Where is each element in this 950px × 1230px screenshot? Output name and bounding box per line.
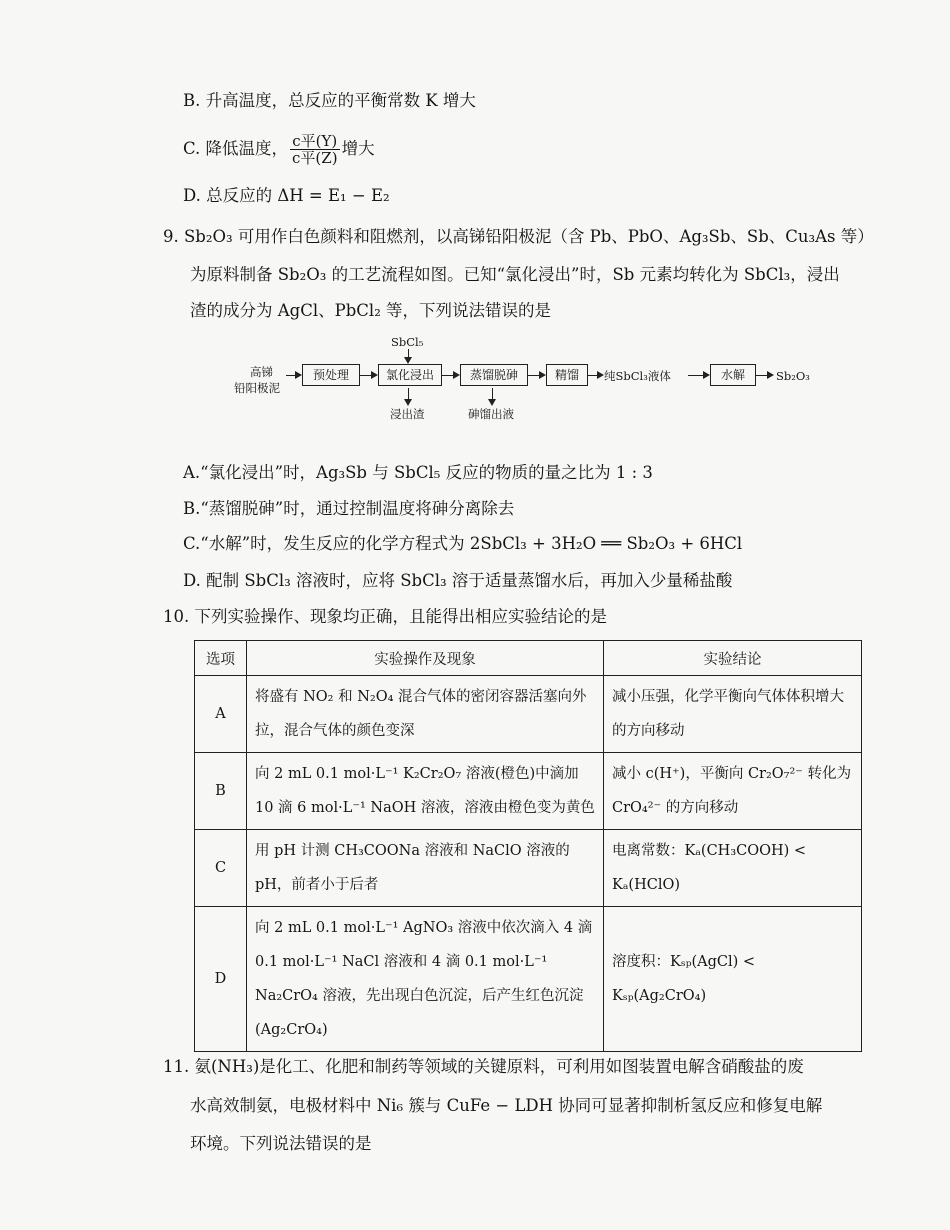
q9-option-d: D. 配制 SbCl₃ 溶液时，应将 SbCl₃ 溶于适量蒸馏水后，再加入少量稀盐酸 <box>183 571 733 590</box>
table-row <box>195 907 862 1052</box>
q8-option-c-fraction <box>290 133 340 166</box>
q9-stem-line2: 为原料制备 Sb₂O₃ 的工艺流程如图。已知“氯化浸出”时，Sb 元素均转化为 SbCl₃，浸出 <box>190 265 840 284</box>
flow-arrow <box>360 375 376 376</box>
q11-stem-line3: 环境。下列说法错误的是 <box>190 1134 372 1153</box>
row-operation: 向 2 mL 0.1 mol·L⁻¹ AgNO₃ 溶液中依次滴入 4 滴 0.1 mol·L⁻¹ NaCl 溶液和 4 滴 0.1 mol·L⁻¹ Na₂CrO₄ 溶液，先出现白色沉淀，后产生红色沉淀(Ag₂CrO₄) <box>247 907 604 1052</box>
flow-reagent-label: SbCl₅ <box>391 335 424 349</box>
q9-option-b: B.“蒸馏脱砷”时，通过控制温度将砷分离除去 <box>183 499 515 518</box>
q11-stem-line1: 11. 氨(NH₃)是化工、化肥和制药等领域的关键原料，可利用如图装置电解含硝酸盐的废 <box>163 1057 804 1076</box>
row-operation: 将盛有 NO₂ 和 N₂O₄ 混合气体的密闭容器活塞向外拉，混合气体的颜色变深 <box>247 676 604 753</box>
row-conclusion: 电离常数：Kₐ(CH₃COOH) < Kₐ(HClO) <box>604 830 862 907</box>
row-option: B <box>195 753 247 830</box>
q9-option-c: C.“水解”时，发生反应的化学方程式为 2SbCl₃ + 3H₂O ══ Sb₂O₃ + 6HCl <box>183 534 743 553</box>
flow-input-bottom: 铅阳极泥 <box>234 381 280 395</box>
flow-arrow <box>442 375 458 376</box>
row-conclusion: 减小压强，化学平衡向气体体积增大的方向移动 <box>604 676 862 753</box>
flow-arrow-down <box>408 388 409 404</box>
row-operation: 向 2 mL 0.1 mol·L⁻¹ K₂Cr₂O₇ 溶液(橙色)中滴加 10 滴 6 mol·L⁻¹ NaOH 溶液，溶液由橙色变为黄色 <box>247 753 604 830</box>
q9-stem-line1: 9. Sb₂O₃ 可用作白色颜料和阻燃剂，以高锑铅阳极泥（含 Pb、PbO、Ag₃Sb、Sb、Cu₃As 等） <box>163 227 874 246</box>
flow-product: Sb₂O₃ <box>776 369 810 383</box>
process-flow-chart <box>228 335 828 435</box>
fraction-denominator: c平(Z) <box>292 149 338 167</box>
table-row <box>195 830 862 907</box>
experiment-table <box>194 640 862 1052</box>
q8-option-c <box>183 133 375 166</box>
flow-arrow <box>528 375 544 376</box>
flow-arrow <box>286 375 300 376</box>
flow-input-top: 高锑 <box>250 365 273 379</box>
row-option: D <box>195 907 247 1052</box>
row-conclusion: 减小 c(H⁺)，平衡向 Cr₂O₇²⁻ 转化为 CrO₄²⁻ 的方向移动 <box>604 753 862 830</box>
flow-arrow-down <box>408 349 409 362</box>
q10-stem: 10. 下列实验操作、现象均正确，且能得出相应实验结论的是 <box>163 607 607 626</box>
q8-option-c-suffix: 增大 <box>341 139 375 158</box>
flow-step-chlorination-leaching: 氯化浸出 <box>378 364 442 386</box>
row-conclusion: 溶度积：Kₛₚ(AgCl) < Kₛₚ(Ag₂CrO₄) <box>604 907 862 1052</box>
flow-step-rectification: 精馏 <box>546 364 588 386</box>
q8-option-b: B. 升高温度，总反应的平衡常数 K 增大 <box>183 91 476 110</box>
flow-byproduct-residue: 浸出渣 <box>390 407 425 421</box>
flow-arrow <box>688 375 708 376</box>
flow-step-pretreatment: 预处理 <box>302 364 360 386</box>
flow-step-hydrolysis: 水解 <box>710 364 756 386</box>
header-option: 选项 <box>195 641 247 676</box>
row-option: A <box>195 676 247 753</box>
flow-arrow-down <box>492 388 493 404</box>
flow-arrow <box>588 375 602 376</box>
table-header-row <box>195 641 862 676</box>
q11-stem-line2: 水高效制氨，电极材料中 Ni₆ 簇与 CuFe − LDH 协同可显著抑制析氢反应和修复电解 <box>190 1096 823 1115</box>
flow-byproduct-arsenic-distillate: 砷馏出液 <box>468 407 514 421</box>
table-row <box>195 676 862 753</box>
flow-step-distillation-arsenic-removal: 蒸馏脱砷 <box>460 364 528 386</box>
row-operation: 用 pH 计测 CH₃COONa 溶液和 NaClO 溶液的 pH，前者小于后者 <box>247 830 604 907</box>
flow-arrow <box>756 375 772 376</box>
q9-option-a: A.“氯化浸出”时，Ag₃Sb 与 SbCl₅ 反应的物质的量之比为 1 : 3 <box>183 463 653 482</box>
header-operation: 实验操作及现象 <box>247 641 604 676</box>
header-conclusion: 实验结论 <box>604 641 862 676</box>
table-row <box>195 753 862 830</box>
q8-option-d: D. 总反应的 ΔH = E₁ − E₂ <box>183 186 390 205</box>
flow-intermediate-pure-sbcl3: 纯SbCl₃液体 <box>604 369 671 383</box>
row-option: C <box>195 830 247 907</box>
q9-stem-line3: 渣的成分为 AgCl、PbCl₂ 等，下列说法错误的是 <box>190 301 552 320</box>
fraction-numerator: c平(Y) <box>290 133 340 150</box>
q8-option-c-prefix: C. 降低温度， <box>183 139 289 158</box>
